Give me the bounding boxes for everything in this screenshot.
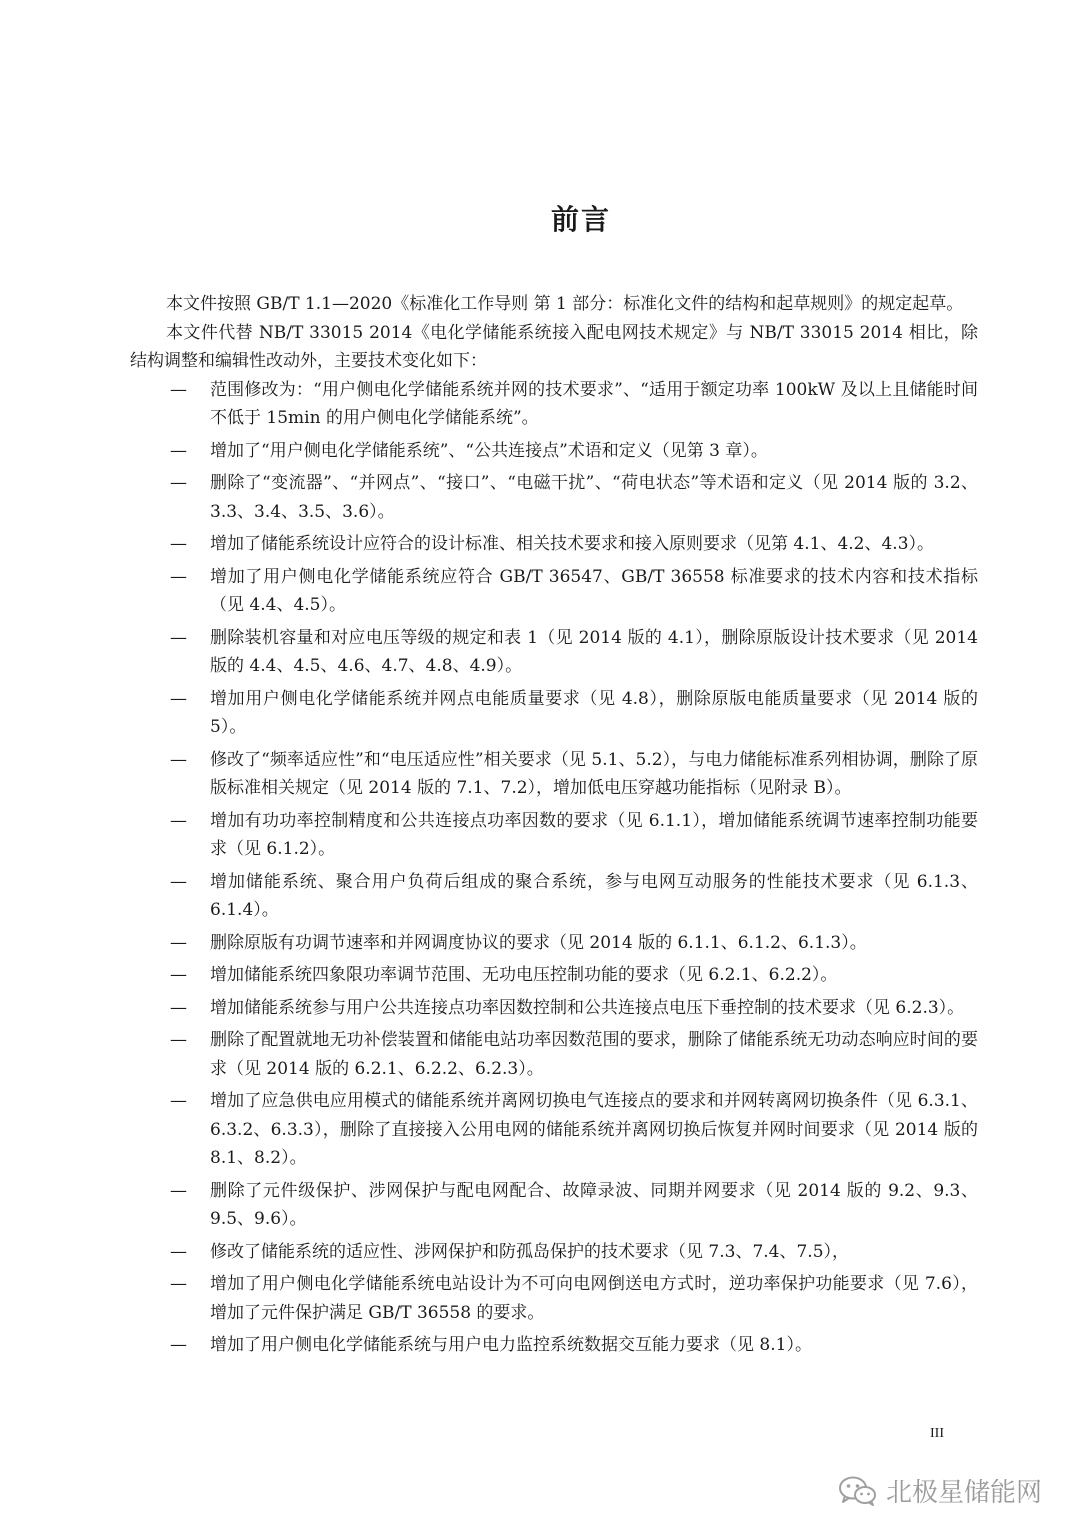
list-item-text: 增加有功功率控制精度和公共连接点功率因数的要求（见 6.1.1），增加储能系统调节速率控制功能要求（见 6.1.2）。: [210, 810, 978, 859]
body-text: [130, 290, 978, 1360]
dash-marker: —: [170, 566, 187, 587]
list-item-text: 增加储能系统、聚合用户负荷后组成的聚合系统，参与电网互动服务的性能技术要求（见 6.1.3、6.1.4）。: [210, 871, 978, 920]
dash-marker: —: [170, 1091, 187, 1111]
watermark: [838, 1472, 1042, 1509]
list-item: [130, 929, 978, 958]
list-item: [130, 1087, 978, 1173]
dash-marker: —: [170, 1180, 187, 1201]
dash-marker: —: [170, 440, 187, 461]
list-item: [130, 469, 978, 526]
list-item: [130, 746, 978, 803]
list-item-text: 增加了“用户侧电化学储能系统”、“公共连接点”术语和定义（见第 3 章）。: [210, 440, 768, 461]
list-item-text: 删除了“变流器”、“并网点”、“接口”、“电磁干扰”、“荷电状态”等术语和定义（见 2014 版的 3.2、3.3、3.4、3.5、3.6）。: [210, 473, 978, 522]
dash-marker: —: [170, 473, 187, 493]
dash-marker: —: [170, 534, 187, 554]
list-item: [130, 961, 978, 990]
list-item-text: 修改了“频率适应性”和“电压适应性”相关要求（见 5.1、5.2），与电力储能标准系列相协调，删除了原版标准相关规定（见 2014 版的 7.1、7.2），增加低电压穿越功能指标（见附录 B）。: [210, 749, 978, 798]
list-item-text: 增加了用户侧电化学储能系统与用户电力监控系统数据交互能力要求（见 8.1）。: [210, 1335, 812, 1355]
dash-marker: —: [170, 871, 187, 892]
dash-marker: —: [170, 1335, 187, 1355]
list-item: [130, 1270, 978, 1327]
intro-paragraph: 本文件按照 GB/T 1.1—2020《标准化工作导则 第 1 部分：标准化文件的结构和起草规则》的规定起草。: [166, 294, 964, 314]
list-item: [130, 530, 978, 559]
list-item-text: 增加用户侧电化学储能系统并网点电能质量要求（见 4.8），删除原版电能质量要求（见 2014 版的 5）。: [210, 688, 978, 737]
page-number: III: [930, 1426, 944, 1441]
dash-marker: —: [170, 1030, 187, 1050]
dash-marker: —: [170, 1274, 187, 1294]
dash-marker: —: [170, 1241, 187, 1262]
list-item: [130, 437, 978, 466]
list-item: [130, 1177, 978, 1234]
dash-marker: —: [170, 932, 187, 953]
list-item: [130, 868, 978, 925]
wechat-icon: [838, 1475, 878, 1507]
list-item-text: 删除了配置就地无功补偿装置和储能电站功率因数范围的要求，删除了储能系统无功动态响应时间的要求（见 2014 版的 6.2.1、6.2.2、6.2.3）。: [210, 1030, 978, 1079]
list-item-text: 修改了储能系统的适应性、涉网保护和防孤岛保护的技术要求（见 7.3、7.4、7.5），: [210, 1241, 850, 1262]
list-item: [130, 563, 978, 620]
dash-marker: —: [170, 688, 187, 709]
watermark-text: 北极星储能网: [886, 1478, 1043, 1508]
page-title: 前言: [550, 203, 611, 236]
list-item: [130, 994, 978, 1023]
list-item-text: 增加了储能系统设计应符合的设计标准、相关技术要求和接入原则要求（见第 4.1、4.2、4.3）。: [210, 534, 935, 554]
list-item: [130, 1331, 978, 1360]
dash-marker: —: [170, 379, 187, 400]
list-item: [130, 624, 978, 681]
list-item: [130, 1026, 978, 1083]
list-item: [130, 1238, 978, 1267]
list-item-text: 增加储能系统四象限功率调节范围、无功电压控制功能的要求（见 6.2.1、6.2.2）。: [210, 965, 838, 985]
dash-marker: —: [170, 997, 187, 1018]
list-item-text: 增加了用户侧电化学储能系统电站设计为不可向电网倒送电方式时，逆功率保护功能要求（见 7.6），增加了元件保护满足 GB/T 36558 的要求。: [210, 1274, 978, 1323]
dash-marker: —: [170, 965, 187, 985]
dash-marker: —: [170, 627, 187, 648]
dash-marker: —: [170, 810, 187, 831]
change-list: [130, 376, 978, 1360]
list-item: [130, 376, 978, 433]
list-item-text: 增加储能系统参与用户公共连接点功率因数控制和公共连接点电压下垂控制的技术要求（见 6.2.3）。: [210, 997, 965, 1018]
list-item-text: 删除了元件级保护、涉网保护与配电网配合、故障录波、同期并网要求（见 2014 版的 9.2、9.3、9.5、9.6）。: [210, 1180, 978, 1229]
list-item-text: 增加了应急供电应用模式的储能系统并离网切换电气连接点的要求和并网转离网切换条件（见 6.3.1、6.3.2、6.3.3），删除了直接接入公用电网的储能系统并离网切换后恢复并网时间要求（见 2014 版的 8.1、8.2）。: [210, 1091, 978, 1168]
list-item: [130, 807, 978, 864]
list-item-text: 删除装机容量和对应电压等级的规定和表 1（见 2014 版的 4.1），删除原版设计技术要求（见 2014 版的 4.4、4.5、4.6、4.7、4.8、4.9）。: [210, 627, 978, 676]
list-item: [130, 685, 978, 742]
replacement-paragraph: 本文件代替 NB/T 33015 2014《电化学储能系统接入配电网技术规定》与 NB/T 33015 2014 相比，除结构调整和编辑性改动外，主要技术变化如下：: [130, 322, 978, 371]
dash-marker: —: [170, 749, 187, 770]
list-item-text: 删除原版有功调节速率和并网调度协议的要求（见 2014 版的 6.1.1、6.1.2、6.1.3）。: [210, 932, 867, 953]
list-item-text: 增加了用户侧电化学储能系统应符合 GB/T 36547、GB/T 36558 标准要求的技术内容和技术指标（见 4.4、4.5）。: [210, 566, 978, 615]
list-item-text: 范围修改为：“用户侧电化学储能系统并网的技术要求”、“适用于额定功率 100kW 及以上且储能时间不低于 15min 的用户侧电化学储能系统”。: [210, 379, 978, 428]
